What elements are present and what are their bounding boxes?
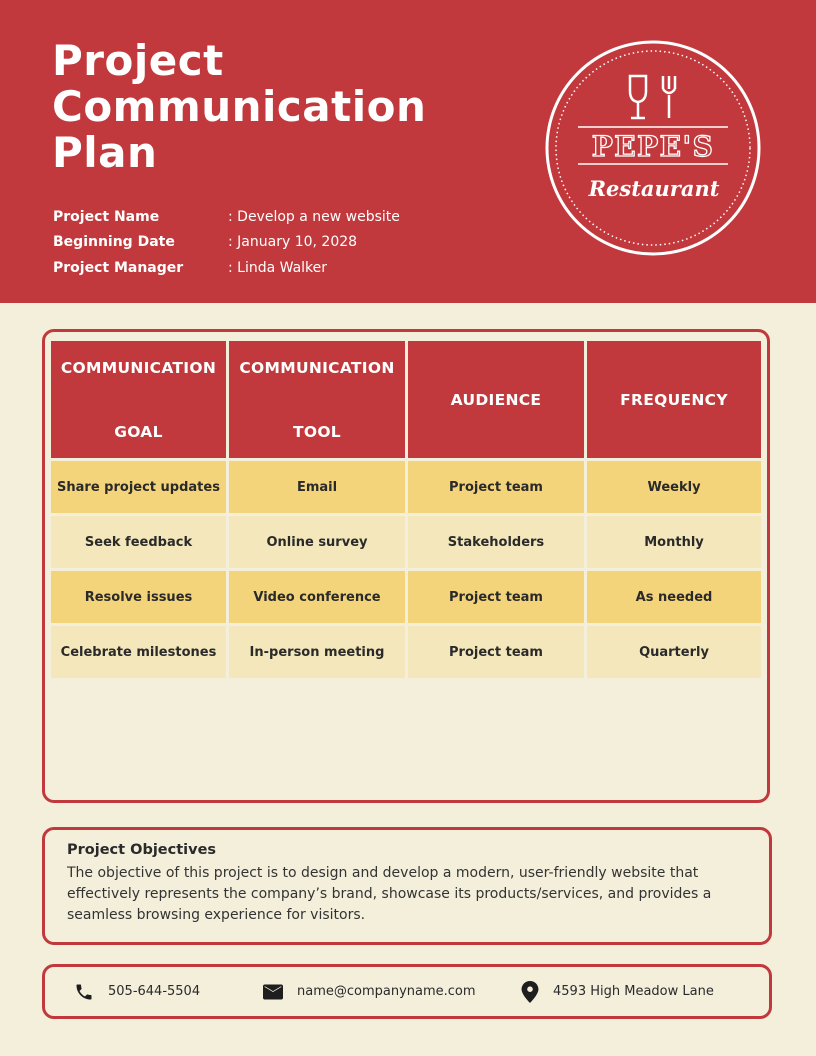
logo-name: PEPE'S [591, 130, 715, 163]
project-objectives-card [42, 827, 772, 945]
cell-tool: Video conference [229, 571, 405, 623]
table-row [51, 626, 761, 678]
table-header-row [51, 341, 761, 458]
page-title [52, 38, 426, 176]
project-name-value: : Develop a new website [228, 208, 400, 225]
cell-frequency: Monthly [587, 516, 761, 568]
project-manager-row [53, 255, 400, 281]
contact-bar [42, 964, 772, 1019]
email-text: name@companyname.com [297, 984, 476, 999]
fork-icon [663, 76, 675, 118]
header-line: COMMUNICATION [60, 358, 217, 377]
communication-table-card [42, 329, 770, 803]
header-audience: AUDIENCE [408, 341, 584, 458]
cell-tool: Online survey [229, 516, 405, 568]
contact-phone[interactable] [74, 967, 200, 1016]
beginning-date-value: : January 10, 2028 [228, 234, 358, 251]
logo-subtitle: Restaurant [588, 176, 720, 201]
header-banner [0, 0, 816, 303]
objectives-text: The objective of this project is to design and develop a modern, user-friendly website that effectively represents the company’s brand, showcase its products/services, and provides a seamless browsing experience for visitors. [67, 865, 712, 923]
header-line: TOOL [292, 422, 341, 441]
cell-tool: Email [229, 461, 405, 513]
objectives-title: Project Objectives [67, 842, 217, 858]
project-manager-label: Project Manager [53, 259, 184, 276]
title-line-3: Plan [52, 128, 158, 177]
contact-email[interactable] [263, 967, 476, 1016]
title-line-1: Project [52, 36, 224, 85]
location-pin-icon [521, 981, 539, 1003]
cell-tool: In-person meeting [229, 626, 405, 678]
project-name-label: Project Name [53, 208, 160, 225]
cell-goal: Resolve issues [51, 571, 226, 623]
cell-frequency: Quarterly [587, 626, 761, 678]
cell-audience: Stakeholders [408, 516, 584, 568]
phone-icon [74, 982, 94, 1002]
header-communication-goal [51, 341, 226, 458]
cell-goal: Seek feedback [51, 516, 226, 568]
contact-address[interactable] [521, 967, 714, 1016]
cell-goal: Share project updates [51, 461, 226, 513]
header-frequency: FREQUENCY [587, 341, 761, 458]
mail-icon [263, 984, 283, 1000]
beginning-date-label: Beginning Date [53, 234, 175, 251]
cell-audience: Project team [408, 571, 584, 623]
project-meta [53, 204, 400, 281]
phone-text: 505-644-5504 [108, 984, 201, 999]
cell-audience: Project team [408, 626, 584, 678]
header-communication-tool [229, 341, 405, 458]
table-row [51, 571, 761, 623]
beginning-date-row [53, 230, 400, 256]
cell-audience: Project team [408, 461, 584, 513]
communication-table [48, 338, 764, 681]
title-line-2: Communication [52, 82, 427, 131]
address-text: 4593 High Meadow Lane [553, 984, 714, 999]
wine-glass-icon [630, 76, 646, 118]
table-row [51, 461, 761, 513]
project-name-row [53, 204, 400, 230]
project-manager-value: : Linda Walker [228, 259, 328, 276]
header-line: GOAL [114, 422, 163, 441]
restaurant-logo [544, 39, 762, 257]
cell-frequency: As needed [587, 571, 761, 623]
table-row [51, 516, 761, 568]
cell-goal: Celebrate milestones [51, 626, 226, 678]
cell-frequency: Weekly [587, 461, 761, 513]
header-line: COMMUNICATION [239, 358, 395, 377]
